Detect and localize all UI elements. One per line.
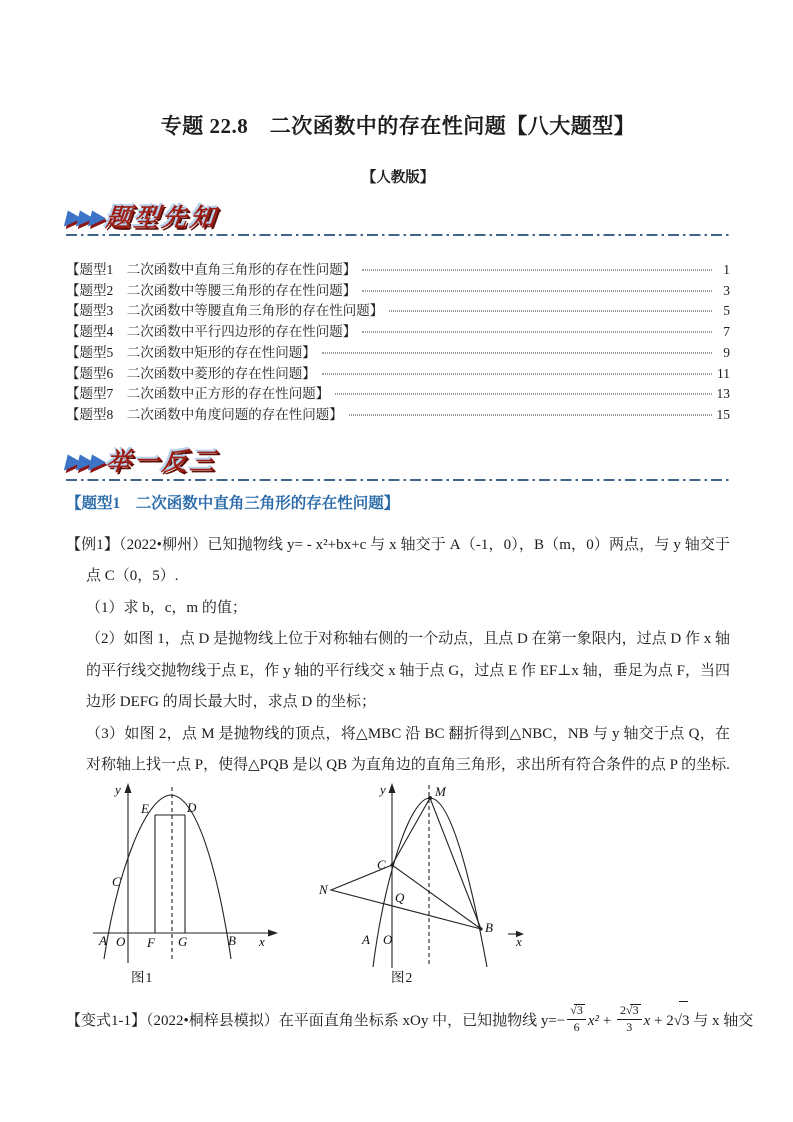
triple-arrow-icon: ▶▶▶: [63, 204, 106, 229]
toc-item[interactable]: [66, 343, 730, 364]
variant11-line: [66, 1001, 754, 1041]
fig1-label-F: F: [147, 934, 155, 950]
fig1-label-y: y: [115, 781, 121, 797]
example1-part2: （2）如图 1，点 D 是抛物线上位于对称轴右侧的一个动点，且点 D 在第一象限内，过点 D 作 x 轴的平行线交抛物线于点 E，作 y 轴的平行线交 x 轴于点 G，过点 E 作 EF⊥x 轴，垂足为点 F，当四边形 DEFG 的周长最大时，求点 D 的坐标；: [86, 631, 730, 711]
variant11-plus1: +: [599, 1012, 615, 1029]
toc-item[interactable]: [66, 405, 730, 426]
toc-item-label: 【题型2 二次函数中等腰三角形的存在性问题】: [66, 282, 357, 298]
toc-item-label: 【题型1 二次函数中直角三角形的存在性问题】: [66, 262, 357, 277]
fig2-caption: 图2: [391, 969, 414, 985]
toc-item[interactable]: [66, 364, 730, 385]
toc-item[interactable]: [66, 281, 730, 302]
fig2-label-N: N: [319, 881, 328, 897]
fig2-label-B: B: [485, 919, 493, 935]
toc-page-number: 11: [717, 365, 730, 381]
toc-item[interactable]: [66, 301, 730, 322]
fig1-label-A: A: [99, 932, 107, 948]
example1-part1: （1）求 b，c，m 的值；: [86, 599, 247, 616]
preview-banner-title: 题型先知: [104, 202, 220, 232]
toc-item-label: 【题型5 二次函数中矩形的存在性问题】: [66, 344, 316, 360]
fraction-numerator: √3: [567, 1004, 586, 1020]
toc-page-number: 9: [723, 344, 730, 360]
fig1-y-arrowhead: [125, 783, 132, 793]
practice-banner: [63, 447, 730, 477]
fig2-y-arrowhead: [389, 783, 396, 793]
toc-item-label: 【题型3 二次函数中等腰直角三角形的存在性问题】: [66, 303, 384, 319]
variant11-constant-2sqrt3: 2√3: [666, 1001, 689, 1041]
figures-row: [75, 782, 730, 987]
fraction-2sqrt3-over-3: [617, 1004, 642, 1035]
fig2-label-y: y: [380, 781, 386, 797]
fraction-denominator: 3: [626, 1019, 633, 1034]
toc-item[interactable]: [66, 260, 730, 281]
fig2-label-M: M: [435, 783, 446, 799]
toc-leader-dots: [389, 311, 712, 312]
variant11-suffix: 与 x 轴交: [689, 1012, 754, 1029]
fraction-numerator: 2√3: [617, 1004, 642, 1020]
preview-banner: [63, 202, 730, 232]
toc-item-label: 【题型7 二次函数中正方形的存在性问题】: [66, 386, 330, 402]
fig2-label-A: A: [362, 931, 370, 947]
variant11-term-x2: x²: [587, 1012, 600, 1029]
fraction-denominator: 6: [573, 1019, 580, 1034]
fig1-x-arrowhead: [268, 929, 278, 936]
toc-page-number: 3: [723, 282, 730, 298]
practice-banner-title: 举一反三: [104, 447, 220, 477]
toc-leader-dots: [362, 332, 712, 333]
dash-dot-divider: [66, 479, 730, 482]
toc-page-number: 5: [723, 303, 730, 319]
figure2-fold-triangles: [310, 782, 545, 987]
example1-intro: 【例1】（2022•柳州）已知抛物线 y= - x²+bx+c 与 x 轴交于 A（-1，0），B（m，0）两点，与 y 轴交于点 C（0，5）.: [66, 536, 730, 585]
topic1-heading: 【题型1 二次函数中直角三角形的存在性问题】: [66, 494, 400, 512]
fig1-rectangle-defg: [155, 815, 185, 933]
fig2-point-C: [390, 863, 393, 866]
toc-page-number: 13: [716, 386, 730, 402]
fig2-label-O: O: [383, 931, 393, 947]
toc-leader-dots: [322, 352, 712, 353]
fig1-label-B: B: [228, 932, 236, 948]
toc-page-number: 1: [723, 262, 730, 277]
fig1-caption: 图1: [131, 969, 154, 985]
toc-page-number: 7: [723, 324, 730, 340]
toc-item-label: 【题型6 二次函数中菱形的存在性问题】: [66, 365, 316, 381]
variant11-prefix: 【变式1-1】（2022•桐梓县模拟）在平面直角坐标系 xOy 中，已知抛物线 y=−: [66, 1012, 566, 1029]
figure1-parabola-rectangle: [75, 782, 310, 987]
dash-dot-divider: [66, 234, 730, 237]
toc-item-label: 【题型4 二次函数中平行四边形的存在性问题】: [66, 324, 357, 340]
toc-page-number: 15: [716, 406, 730, 422]
page-title: 专题 22.8 二次函数中的存在性问题【八大题型】: [160, 114, 636, 138]
edition-label: 【人教版】: [361, 170, 435, 186]
toc-leader-dots: [335, 394, 712, 395]
triple-arrow-icon: ▶▶▶: [63, 449, 106, 474]
fig2-point-B: [479, 927, 482, 930]
fig1-label-O: O: [116, 933, 126, 949]
fig1-label-E: E: [141, 800, 149, 816]
fig2-label-C: C: [377, 856, 386, 872]
toc-leader-dots: [349, 414, 712, 415]
toc-item[interactable]: [66, 384, 730, 405]
fig1-label-C: C: [112, 873, 121, 889]
variant11-term-x: x: [643, 1012, 651, 1029]
fig2-label-x: x: [516, 933, 522, 949]
table-of-contents: [66, 260, 730, 426]
fig1-label-G: G: [178, 933, 188, 949]
fig2-label-Q: Q: [395, 889, 405, 905]
example1-part3: （3）如图 2，点 M 是抛物线的顶点，将△MBC 沿 BC 翻折得到△NBC，NB 与 y 轴交于点 Q，在对称轴上找一点 P，使得△PQB 是以 QB 为直角边的直角三角形，求出所有符合条件的点 P 的坐标.: [86, 725, 730, 774]
toc-leader-dots: [362, 270, 712, 271]
fraction-sqrt3-over-6: [567, 1004, 586, 1035]
fig2-point-M: [428, 796, 432, 800]
toc-item[interactable]: [66, 322, 730, 343]
toc-leader-dots: [322, 373, 712, 374]
variant11-plus2: +: [650, 1012, 667, 1029]
fig1-label-D: D: [187, 799, 197, 815]
fig1-label-x: x: [259, 933, 265, 949]
toc-leader-dots: [362, 290, 712, 291]
toc-item-label: 【题型8 二次函数中角度问题的存在性问题】: [66, 406, 343, 422]
